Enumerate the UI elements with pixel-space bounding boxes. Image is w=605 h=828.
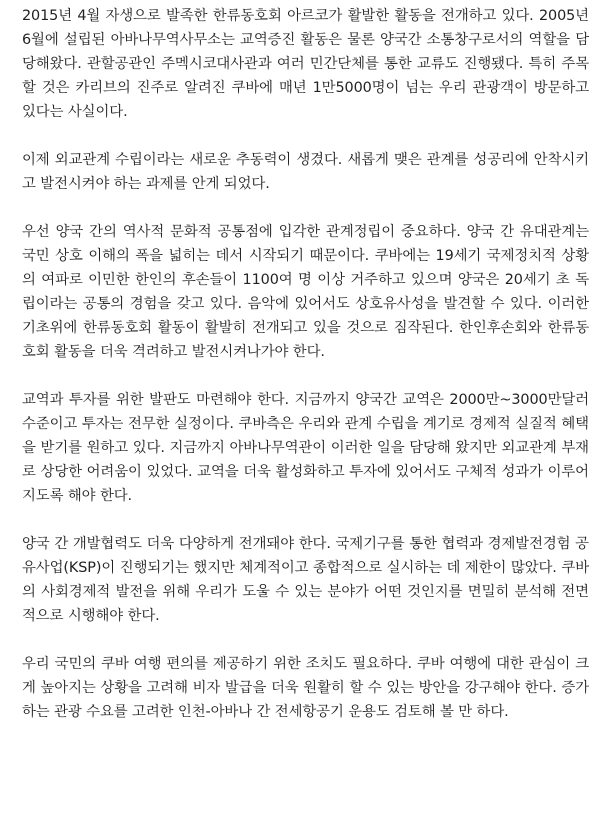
- paragraph-5: 양국 간 개발협력도 더욱 다양하게 전개돼야 한다. 국제기구를 통한 협력과 경제발전경험 공유사업(KSP)이 진행되기는 했지만 체계적이고 종합적으로 실시하는 데 제한이 많았다. 쿠바의 사회경제적 발전을 위해 우리가 도울 수 있는 분야가 어떤 것인지를 면밀히 분석해 전면적으로 시행해야 한다.: [22, 536, 589, 624]
- paragraph-6: 우리 국민의 쿠바 여행 편의를 제공하기 위한 조치도 필요하다. 쿠바 여행에 대한 관심이 크게 높아지는 상황을 고려해 비자 발급을 더욱 원활히 할 수 있는 방안을 강구해야 한다. 증가하는 관광 수요를 고려한 인천-아바나 간 전세항공기 운용도 검토해 볼 만 하다.: [22, 656, 589, 720]
- paragraph-3: 우선 양국 간의 역사적 문화적 공통점에 입각한 관계정립이 중요하다. 양국 간 유대관계는 국민 상호 이해의 폭을 넓히는 데서 시작되기 때문이다. 쿠바에는 19세기 국제정치적 상황의 여파로 이민한 한인의 후손들이 1100여 명 이상 거주하고 있으며 양국은 20세기 초 독립이라는 공통의 경험을 갖고 있다. 음악에 있어서도 상호유사성을 발견할 수 있다. 이러한 기초위에 한류동호회 활동이 활발히 전개되고 있을 것으로 짐작된다. 한인후손회와 한류동호회 활동을 더욱 격려하고 발전시켜나가야 한다.: [22, 224, 589, 360]
- paragraph-2: 이제 외교관계 수립이라는 새로운 추동력이 생겼다. 새롭게 맺은 관계를 성공리에 안착시키고 발전시켜야 하는 과제를 안게 되었다.: [22, 152, 589, 192]
- paragraph-4: 교역과 투자를 위한 발판도 마련해야 한다. 지금까지 양국간 교역은 2000만~3000만달러 수준이고 투자는 전무한 실정이다. 쿠바측은 우리와 관계 수립을 계기로 경제적 실질적 혜택을 받기를 원하고 있다. 지금까지 아바나무역관이 이러한 일을 담당해 왔지만 외교관계 부재로 상당한 어려움이 있었다. 교역을 더욱 활성화하고 투자에 있어서도 구체적 성과가 이루어지도록 해야 한다.: [22, 392, 589, 504]
- paragraph-1: 2015년 4월 자생으로 발족한 한류동호회 아르코가 활발한 활동을 전개하고 있다. 2005년 6월에 설립된 아바나무역사무소는 교역증진 활동은 물론 양국간 소통창구로서의 역할을 담당해왔다. 관할공관인 주멕시코대사관과 여러 민간단체를 통한 교류도 진행됐다. 특히 주목할 것은 카리브의 진주로 알려진 쿠바에 매년 1만5000명이 넘는 우리 관광객이 방문하고 있다는 사실이다.: [22, 8, 589, 120]
